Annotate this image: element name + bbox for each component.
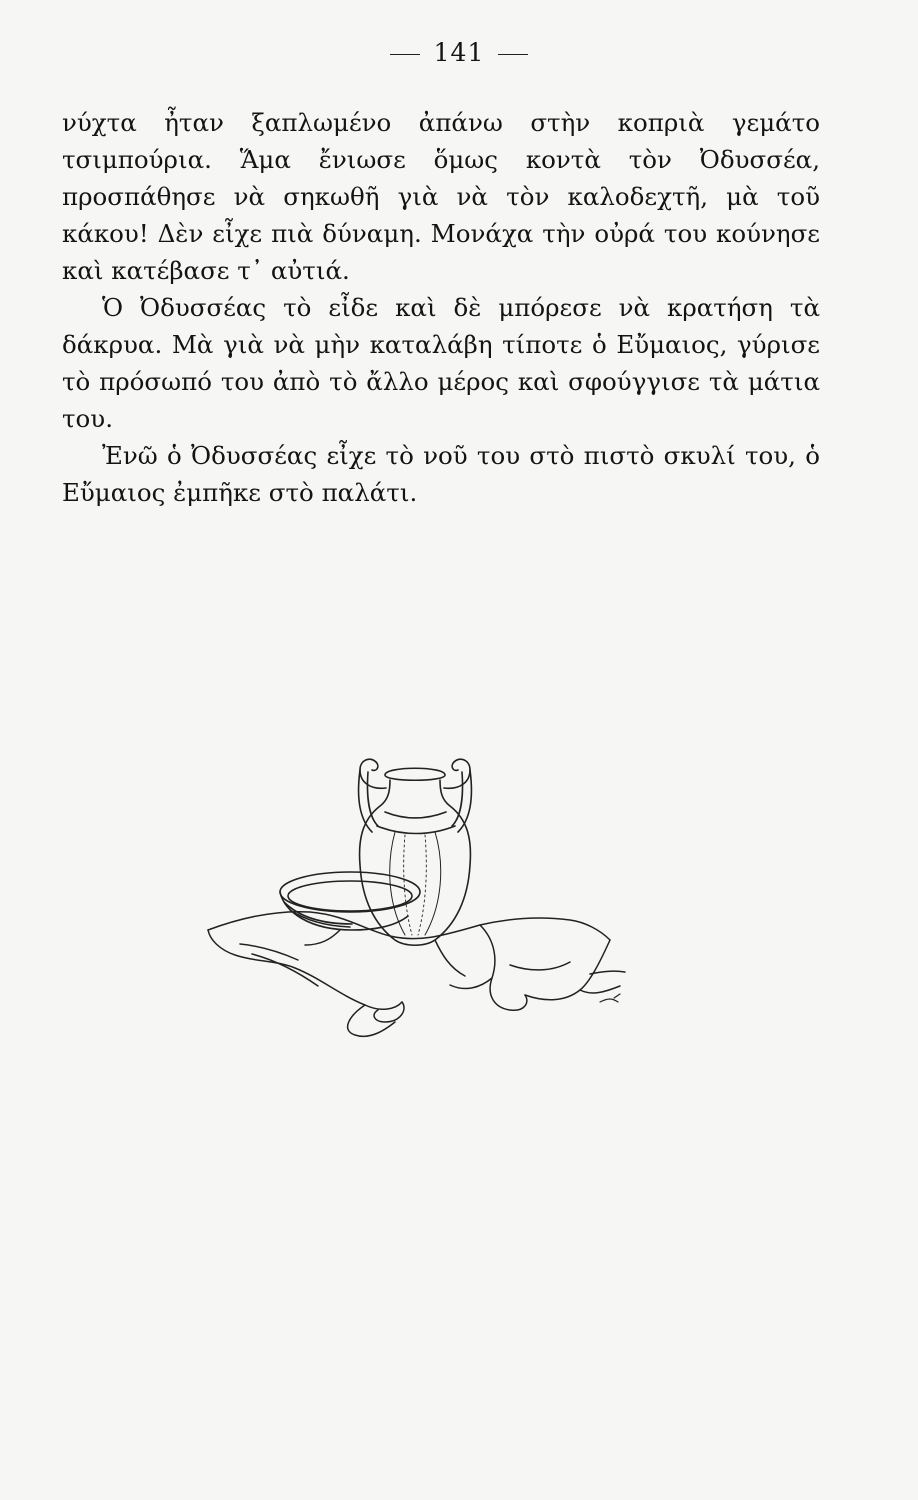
page-number-value: 141	[433, 38, 485, 67]
paragraph-2: Ὁ Ὀδυσσέας τὸ εἶδε καὶ δὲ μπόρεσε νὰ κρατήση τὰ δάκρυα. Μὰ γιὰ νὰ μὴν καταλάβη τίποτε ὁ Εὔμαιος, γύρισε τὸ πρόσωπό του ἀπὸ τὸ ἄλλο μέρος καὶ σφούγγισε τὰ μάτια του.	[62, 293, 820, 433]
amphora-illustration	[180, 740, 660, 1070]
paragraph-1: νύχτα ἦταν ξαπλωμένο ἀπάνω στὴν κοπριὰ γεμάτο τσιμπούρια. Ἅμα ἔνιωσε ὅμως κοντὰ τὸν Ὀδυσσέα, προσπάθησε νὰ σηκωθῆ γιὰ νὰ τὸν καλοδεχτῆ, μὰ τοῦ κάκου! Δὲν εἶχε πιὰ δύναμη. Μονάχα τὴν οὐρά του κούνησε καὶ κατέβασε τ᾽ αὐτιά.	[62, 108, 820, 285]
page-number-dash-right	[498, 54, 528, 55]
page-number-dash-left	[390, 54, 420, 55]
page-number	[0, 38, 918, 67]
amphora-drawing	[359, 759, 472, 945]
paragraph-3: Ἐνῶ ὁ Ὀδυσσέας εἶχε τὸ νοῦ του στὸ πιστὸ σκυλί του, ὁ Εὔμαιος ἐμπῆκε στὸ παλάτι.	[62, 441, 820, 507]
body-text	[62, 104, 820, 511]
cloth-drawing	[208, 912, 625, 1037]
artist-signature-mark	[600, 994, 620, 1002]
amphora-drawing-icon	[180, 740, 660, 1070]
